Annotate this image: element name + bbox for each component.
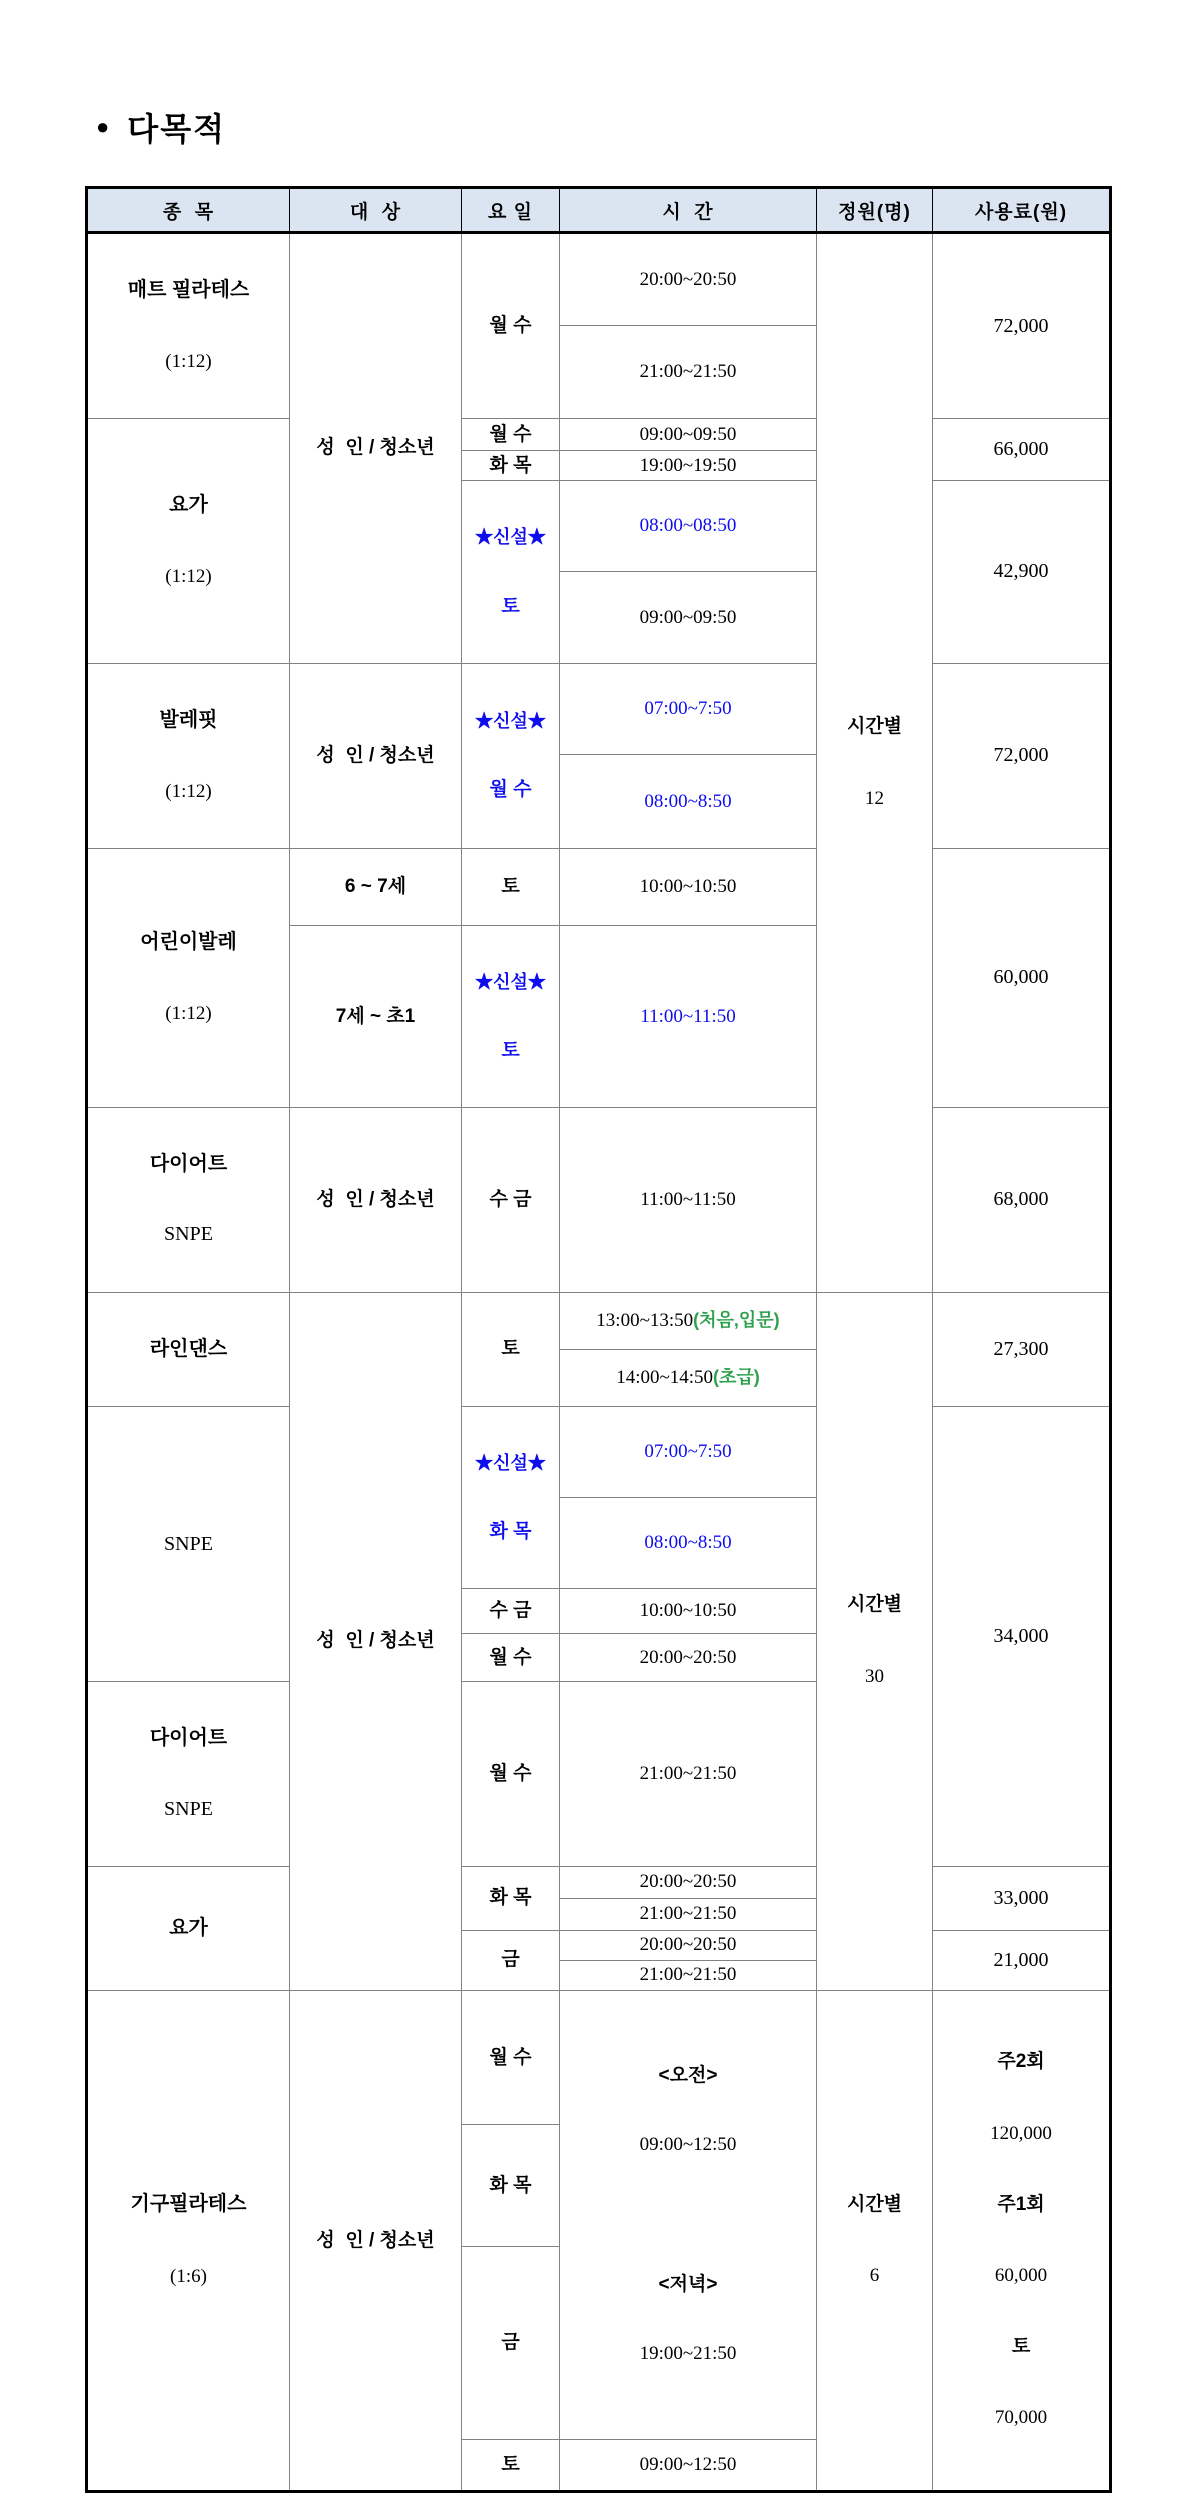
class-subname: SNPE <box>164 1797 213 1820</box>
class-name: 기구필라테스 <box>130 2193 247 2216</box>
capacity-cell <box>817 1990 933 2491</box>
table-row <box>87 1990 1111 2124</box>
capacity-number: 30 <box>865 1666 884 1688</box>
day-cell-new <box>462 481 560 663</box>
table-row <box>87 663 1111 755</box>
time-cell: 10:00~10:50 <box>560 848 817 925</box>
table-row <box>87 848 1111 925</box>
day-cell: 금 <box>462 1930 560 1990</box>
day-label: 화 목 <box>489 1521 532 1543</box>
level-text: (초급) <box>713 1367 760 1388</box>
new-badge: ★신설★ <box>475 971 546 992</box>
class-name: 다이어트 <box>149 1727 228 1750</box>
class-name-cell <box>87 1990 290 2491</box>
time-cell: 08:00~8:50 <box>560 1498 817 1589</box>
class-name-cell <box>87 419 290 663</box>
capacity-number: 12 <box>865 787 884 809</box>
time-cell: 11:00~11:50 <box>560 925 817 1107</box>
class-name-cell <box>87 1406 290 1681</box>
col-header-time: 시 간 <box>560 188 817 233</box>
table-row <box>87 1866 1111 1898</box>
class-ratio: (1:6) <box>170 2265 207 2287</box>
class-name: 요가 <box>169 493 208 516</box>
class-ratio: (1:12) <box>165 780 212 802</box>
target-cell: 6 ~ 7세 <box>290 848 462 925</box>
day-cell: 수 금 <box>462 1589 560 1634</box>
table-row <box>87 1108 1111 1293</box>
class-name: 어린이발레 <box>140 930 237 953</box>
day-cell: 월 수 <box>462 1682 560 1867</box>
class-name-cell <box>87 663 290 848</box>
time-cell: 09:00~09:50 <box>560 419 817 451</box>
time-cell: 21:00~21:50 <box>560 1682 817 1867</box>
capacity-cell <box>817 1292 933 1990</box>
day-cell-new <box>462 925 560 1107</box>
fee-cell <box>933 1990 1111 2491</box>
slot-time: 19:00~21:50 <box>639 2343 737 2365</box>
slot-label: <저녁> <box>658 2274 718 2296</box>
new-badge: ★신설★ <box>475 1453 546 1474</box>
day-label: 토 <box>501 595 520 617</box>
day-cell: 월 수 <box>462 1990 560 2124</box>
target-cell: 성 인 / 청소년 <box>290 1108 462 1293</box>
class-name: 다이어트 <box>149 1153 228 1176</box>
class-name: 라인댄스 <box>149 1337 228 1360</box>
class-ratio: (1:12) <box>165 351 212 373</box>
fee-plan-label: 주2회 <box>997 2051 1045 2073</box>
class-ratio: (1:12) <box>165 1003 212 1025</box>
fee-plan-price: 60,000 <box>994 2264 1048 2286</box>
fee-plan-label: 주1회 <box>997 2193 1045 2215</box>
time-cell <box>560 1292 817 1349</box>
table-row <box>87 1292 1111 1349</box>
capacity-number: 6 <box>869 2265 880 2287</box>
fee-cell: 34,000 <box>933 1406 1111 1866</box>
class-name-cell <box>87 233 290 419</box>
fee-plan-price: 120,000 <box>990 2122 1052 2144</box>
class-subname: SNPE <box>164 1223 213 1246</box>
title-bullet-icon: ● <box>96 114 110 139</box>
slot-label: <오전> <box>658 2064 718 2086</box>
time-text: 13:00~13:50 <box>596 1309 694 1331</box>
class-name-cell <box>87 1682 290 1867</box>
time-cell: 20:00~20:50 <box>560 1930 817 1960</box>
fee-cell: 72,000 <box>933 233 1111 419</box>
new-badge: ★신설★ <box>475 527 546 548</box>
table-row <box>87 1406 1111 1497</box>
fee-cell: 21,000 <box>933 1930 1111 1990</box>
fee-cell: 33,000 <box>933 1866 1111 1930</box>
day-cell: 토 <box>462 2439 560 2491</box>
fee-plan-label: 토 <box>1011 2336 1031 2358</box>
fee-plan-price: 70,000 <box>994 2407 1048 2429</box>
class-name-cell <box>87 1108 290 1293</box>
fee-cell: 60,000 <box>933 848 1111 1107</box>
target-cell: 성 인 / 청소년 <box>290 233 462 664</box>
time-cell: 21:00~21:50 <box>560 1960 817 1990</box>
day-cell: 토 <box>462 848 560 925</box>
col-header-day: 요 일 <box>462 188 560 233</box>
fee-cell: 42,900 <box>933 481 1111 663</box>
time-cell: 11:00~11:50 <box>560 1108 817 1293</box>
capacity-label: 시간별 <box>846 716 903 738</box>
time-cell <box>560 1990 817 2439</box>
day-cell-new <box>462 663 560 848</box>
table-row <box>87 233 1111 326</box>
page-title-text: 다목적 <box>127 111 227 147</box>
time-slots <box>560 1991 816 2439</box>
day-cell: 화 목 <box>462 1866 560 1930</box>
new-badge: ★신설★ <box>475 711 546 732</box>
day-cell: 월 수 <box>462 233 560 419</box>
target-cell: 성 인 / 청소년 <box>290 1990 462 2491</box>
class-name-cell <box>87 1292 290 1406</box>
time-cell: 09:00~12:50 <box>560 2439 817 2491</box>
day-cell: 월 수 <box>462 1634 560 1682</box>
day-cell-new <box>462 1406 560 1588</box>
time-cell: 20:00~20:50 <box>560 1634 817 1682</box>
class-name: SNPE <box>164 1532 213 1555</box>
day-cell: 금 <box>462 2246 560 2439</box>
day-cell: 화 목 <box>462 2125 560 2247</box>
time-cell: 08:00~08:50 <box>560 481 817 572</box>
fee-cell: 68,000 <box>933 1108 1111 1293</box>
day-cell: 수 금 <box>462 1108 560 1293</box>
col-header-item: 종 목 <box>87 188 290 233</box>
class-name: 요가 <box>169 1916 208 1939</box>
table-row <box>87 419 1111 451</box>
day-cell: 화 목 <box>462 451 560 481</box>
time-cell: 19:00~19:50 <box>560 451 817 481</box>
page-title <box>96 104 1190 150</box>
level-text: (처음,입문) <box>693 1309 780 1330</box>
day-label: 토 <box>501 1040 520 1062</box>
fee-cell: 66,000 <box>933 419 1111 481</box>
class-ratio: (1:12) <box>165 566 212 588</box>
class-name: 발레핏 <box>159 708 218 731</box>
time-cell: 07:00~7:50 <box>560 1406 817 1497</box>
time-cell: 07:00~7:50 <box>560 663 817 755</box>
col-header-target: 대 상 <box>290 188 462 233</box>
fee-cell: 72,000 <box>933 663 1111 848</box>
class-name-cell <box>87 1866 290 1990</box>
col-header-capacity: 정원(명) <box>817 188 933 233</box>
morning-slot <box>640 2020 737 2201</box>
day-label: 월 수 <box>489 779 532 801</box>
target-cell: 성 인 / 청소년 <box>290 1292 462 1990</box>
capacity-label: 시간별 <box>846 2193 903 2215</box>
header-row <box>87 188 1111 233</box>
time-cell <box>560 1349 817 1406</box>
time-text: 14:00~14:50 <box>616 1367 714 1389</box>
capacity-cell <box>817 233 933 1293</box>
target-cell: 7세 ~ 초1 <box>290 925 462 1107</box>
fee-cell: 27,300 <box>933 1292 1111 1406</box>
time-cell: 21:00~21:50 <box>560 326 817 419</box>
class-name-cell <box>87 848 290 1107</box>
schedule-table <box>85 186 1112 2493</box>
day-cell: 월 수 <box>462 419 560 451</box>
class-name: 매트 필라테스 <box>127 279 250 302</box>
day-cell: 토 <box>462 1292 560 1406</box>
slot-time: 09:00~12:50 <box>639 2133 737 2155</box>
target-cell: 성 인 / 청소년 <box>290 663 462 848</box>
time-cell: 20:00~20:50 <box>560 1866 817 1898</box>
col-header-fee: 사용료(원) <box>933 188 1111 233</box>
time-cell: 21:00~21:50 <box>560 1898 817 1930</box>
time-cell: 08:00~8:50 <box>560 755 817 849</box>
time-cell: 20:00~20:50 <box>560 233 817 326</box>
time-cell: 10:00~10:50 <box>560 1589 817 1634</box>
time-cell: 09:00~09:50 <box>560 572 817 663</box>
capacity-label: 시간별 <box>846 1594 903 1616</box>
evening-slot <box>640 2229 737 2410</box>
